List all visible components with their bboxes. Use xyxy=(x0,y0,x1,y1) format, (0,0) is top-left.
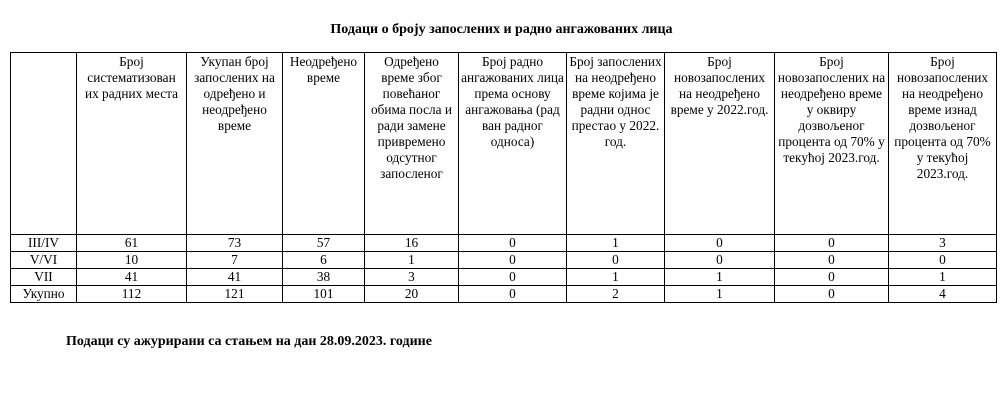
update-date-note: Подаци су ажурирани са стањем на дан 28.09.2023. године xyxy=(66,334,432,349)
header-cell-total-employees: Укупан број запослених на одређено и неодређено време xyxy=(187,53,283,235)
table-cell: 0 xyxy=(665,235,775,252)
header-cell-terminated-2022: Број запослених на неодређено време којима је радни однос престао у 2022. год. xyxy=(567,53,665,235)
header-cell-fixed-term: Одређено време због повећаног обима посла и ради замене привремено одсутног запосленог xyxy=(365,53,459,235)
table-row xyxy=(11,252,997,269)
table-cell: 112 xyxy=(77,286,187,303)
table-cell: 0 xyxy=(775,286,889,303)
table-cell: 121 xyxy=(187,286,283,303)
row-label-cell: V/VI xyxy=(11,252,77,269)
table-cell: 7 xyxy=(187,252,283,269)
row-label-cell: Укупно xyxy=(11,286,77,303)
table-cell: 57 xyxy=(283,235,365,252)
table-cell: 1 xyxy=(567,235,665,252)
table-cell: 3 xyxy=(889,235,997,252)
table-cell: 0 xyxy=(665,252,775,269)
table-cell: 1 xyxy=(665,286,775,303)
table-cell: 16 xyxy=(365,235,459,252)
table-cell: 10 xyxy=(77,252,187,269)
table-cell: 3 xyxy=(365,269,459,286)
table-cell: 61 xyxy=(77,235,187,252)
table-cell: 0 xyxy=(459,235,567,252)
table-row xyxy=(11,235,997,252)
table-cell: 101 xyxy=(283,286,365,303)
table-cell: 0 xyxy=(889,252,997,269)
table-cell: 1 xyxy=(567,269,665,286)
table-cell: 73 xyxy=(187,235,283,252)
table-cell: 38 xyxy=(283,269,365,286)
table-cell: 1 xyxy=(889,269,997,286)
table-cell: 4 xyxy=(889,286,997,303)
row-label-cell: VII xyxy=(11,269,77,286)
table-cell: 0 xyxy=(459,269,567,286)
table-cell: 1 xyxy=(365,252,459,269)
table-cell: 0 xyxy=(459,252,567,269)
header-cell-empty xyxy=(11,53,77,235)
table-cell: 6 xyxy=(283,252,365,269)
table-cell: 41 xyxy=(77,269,187,286)
table-row xyxy=(11,269,997,286)
table-cell: 41 xyxy=(187,269,283,286)
header-cell-new-hires-above-70: Број новозапослених на неодређено време изнад дозвољеног процента од 70% у текућој 2023.год. xyxy=(889,53,997,235)
header-cell-systematized-positions: Број систематизован их радних места xyxy=(77,53,187,235)
header-cell-permanent: Неодређено време xyxy=(283,53,365,235)
header-cell-new-hires-within-70: Број новозапослених на неодређено време у оквиру дозвољеног процента од 70% у текућој 2023.год. xyxy=(775,53,889,235)
table-cell: 0 xyxy=(459,286,567,303)
row-label-cell: III/IV xyxy=(11,235,77,252)
table-cell: 2 xyxy=(567,286,665,303)
header-cell-new-hires-2022: Број новозапослених на неодређено време у 2022.год. xyxy=(665,53,775,235)
header-cell-engaged-persons: Број радно ангажованих лица према основу ангажовања (рад ван радног односа) xyxy=(459,53,567,235)
table-cell: 20 xyxy=(365,286,459,303)
employee-stats-table xyxy=(10,52,997,303)
table-header-row xyxy=(11,53,997,235)
table-cell: 0 xyxy=(567,252,665,269)
table-cell: 0 xyxy=(775,235,889,252)
table-cell: 1 xyxy=(665,269,775,286)
table-row-total xyxy=(11,286,997,303)
table-cell: 0 xyxy=(775,269,889,286)
table-cell: 0 xyxy=(775,252,889,269)
document-title: Подаци о броју запослених и радно ангажованих лица xyxy=(330,22,673,37)
